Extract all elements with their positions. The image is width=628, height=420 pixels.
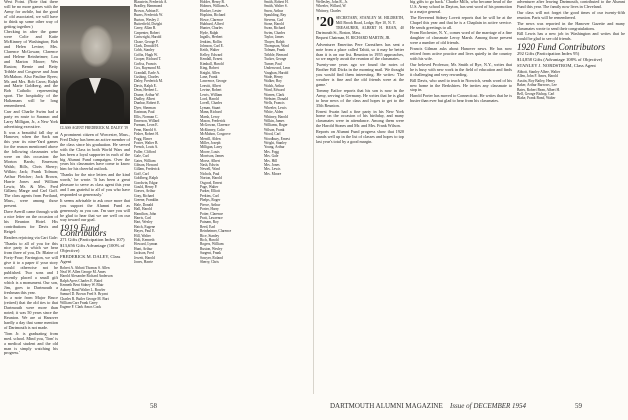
name-entry: Gillam, Frederick	[134, 167, 160, 172]
name-entry: Vaughan, Harold	[264, 70, 289, 75]
fund-1920-objective: $14,858 Gifts (Advantage 108% of Objective)	[517, 57, 603, 63]
name-entry: Miller, Joseph	[200, 141, 221, 145]
name-entry: Putnam, Roy	[200, 220, 219, 225]
paragraph: Ernest Swain had a fine party in his New York home on the occasion of his birthday, and many classmates were in attendance. Among them were the Harold Stones and Mr. and Mrs. Frank Wilson.	[316, 108, 404, 129]
name-entry: Tribble, Bernard	[264, 52, 288, 57]
name-entry: Fisher, Robert H.	[134, 132, 159, 137]
name-entry: Samuel D. Brown Fred S. Bryant	[60, 292, 108, 297]
name-entry: Ward, Edward	[264, 88, 285, 93]
name-entry: Goldberg, Ralph	[134, 176, 158, 181]
name-entry: Jenkins, Rollin	[200, 39, 222, 44]
name-entry: Wright, Stanley	[264, 141, 287, 145]
name-entry: Ruston, Wesley	[200, 246, 223, 251]
name-entry: Howard, Lyman	[134, 242, 158, 247]
name-entry: Keith, Walter	[200, 48, 220, 53]
name-entry: Merrill, Alden	[200, 136, 221, 141]
name-entry: Farnum, Leon E.	[134, 123, 159, 128]
name-entry: Kelley, Edward	[200, 52, 223, 57]
name-entry: Lord, Harold	[200, 96, 219, 101]
name-entry: Blaustein, Frederick A.	[134, 0, 168, 4]
name-entry: Levine, Robert	[200, 88, 222, 93]
name-entry: Swan, Richard	[264, 26, 286, 31]
name-entry: Emerson, Willard	[134, 118, 160, 123]
name-entry: Hale, Donald	[134, 202, 154, 207]
name-entry: Corliss, Francis	[134, 61, 157, 66]
fund-1919-agent: FREDERICK M. DALEY, Class Agent	[60, 253, 121, 264]
name-entry: Potter, Clarence	[200, 211, 224, 216]
name-entry: Abbott, Stanley Albee, Walter	[517, 69, 561, 74]
name-entry: Hubbard, Alfred	[200, 22, 224, 27]
column-2	[60, 133, 130, 394]
name-entry: Turner, Paul	[264, 61, 282, 66]
fund-1920-agent: STANLEY J. NORDSTROM, Class Agent	[517, 62, 596, 68]
name-entry: Brown, Adrian E.	[134, 8, 160, 13]
name-entry: Chase, George F.	[134, 39, 159, 44]
name-entry: Norton, Harold	[200, 176, 222, 181]
name-entry: Fenn, Harold S.	[134, 127, 157, 132]
name-entry: Pierce, Arthur	[200, 202, 221, 207]
name-entry: Ingalls, Herbert	[200, 35, 223, 40]
name-entry: Underwood, Leon	[264, 66, 291, 71]
paragraph: Readers rejoicing via Cari Gale:	[4, 234, 58, 240]
name-entry: Goff, Carl	[134, 171, 149, 176]
name-entry: Sargent, Frank	[200, 251, 222, 256]
name-entry: Wells, Francis	[264, 101, 285, 106]
name-entry: Marsh, Leroy	[200, 114, 220, 119]
name-entry: Kendall, Ernest	[200, 57, 223, 62]
name-entry: Parker, Elliott	[200, 189, 221, 194]
name-entry: Wellesley, John R., Jr.	[316, 0, 348, 4]
name-entry: Hill, Walter	[134, 233, 151, 238]
name-entry: Hopkins, Richard	[200, 13, 226, 18]
left-page-number: 58	[150, 402, 157, 410]
name-entry: Tolman, Frank	[264, 48, 286, 53]
name-entry: Wilson, Frank	[264, 127, 285, 132]
name-entry: Charles R. Butler George M. Burt	[60, 296, 109, 301]
name-entry: Foster, Walter B.	[134, 141, 159, 145]
name-entry: Dyer, Sherman	[134, 105, 156, 110]
name-entry: Holmes, William A.	[200, 4, 229, 9]
name-entry: Hunt, Arthur	[134, 246, 153, 251]
name-entry: Wood, Carl	[264, 132, 281, 137]
name-entry: Ellis, Norman C.	[134, 114, 159, 119]
name-entry: Milligan, Larry	[200, 145, 223, 150]
paragraph: Francis Gilman asks about Hanover news. He has now retired from active practice and lives quietly in the country with his wife.	[410, 46, 512, 61]
name-entry: Leavitt, Albert	[200, 83, 221, 88]
photo-caption: CLASS AGENT FREDERICK M. DALEY '19	[60, 126, 128, 130]
name-entry: Lewis, William	[200, 92, 223, 97]
fund-1919-names	[60, 266, 130, 310]
paragraph: In a note from Major Bruce (retired) that the old ties to that Dartmouth were more than noted; it was 50 years since the Reunion. We are at Hanover hardly a day that some mention of Dartmouth is not made.	[4, 295, 58, 330]
name-entry: Dunbar, Robert E.	[134, 101, 161, 106]
name-entry: Gould, Henry P.	[134, 185, 158, 190]
name-entry: Thayer, Ralph	[264, 39, 285, 44]
name-entry: Perkins, Carl	[200, 193, 219, 198]
right-page-number: 59	[575, 402, 582, 410]
name-entry: Reed, Earl	[200, 224, 216, 229]
name-entry: Hunter, Charles	[200, 26, 223, 31]
name-entry: Knight, Allen	[200, 70, 220, 75]
name-entry: Jackson, Fred	[134, 251, 154, 256]
name-entry: Phelps, Roger	[200, 198, 221, 203]
fund-1919-gifts: 271 Gifts (Participation Index 107)	[60, 237, 125, 243]
name-entry: McMahon, Cosgrove	[200, 132, 231, 137]
paragraph: Twenty-one years ago we found the notes of Brother Bill Dicks in the morning mail. We thought you would find them interesting. He writes: 'The weather is fine and the old friends were at the game.'	[316, 62, 404, 87]
name-entry: Walsh, Arthur	[264, 83, 285, 88]
name-entry: Swim, Charles	[264, 30, 286, 35]
name-entry: Allen, John F. Ames, Harold	[517, 74, 558, 79]
name-entry: Harold Alexander Richard Anderson	[60, 274, 113, 279]
name-entry: Smith, Robert H.	[264, 0, 289, 4]
paragraph: Dave Averill came through with a nice letter on the occasion of his Reunion Hotel. His contributions for Davis and Reigel:	[4, 209, 58, 234]
name-entry: Howe, Clarence	[200, 17, 224, 22]
name-entry: Holder, Henry B.	[200, 0, 225, 4]
fund-contributors-1919-title: 1919 Fund Contributors	[60, 223, 107, 239]
name-entry: Whitney, Harold	[264, 114, 288, 119]
name-entry: Morse, Albert	[200, 158, 220, 163]
name-entry: Coffin, Hugh W.	[134, 52, 158, 57]
name-entry: Wheeler, Willard, W.	[316, 4, 347, 9]
paragraph: big gifts to go back.' Charlie Mills, who became head of the U.S. Army school in Dayton, has sent word of his promotion to a major general.	[410, 0, 512, 14]
name-entry: Cartwright, Harold	[134, 35, 162, 40]
name-entry: Greene, Franklin	[134, 198, 159, 203]
name-entry: Neal W. Allen George M. Ames	[60, 270, 106, 275]
name-entry: King, Robert	[200, 66, 219, 71]
name-entry: Lane, Frank	[200, 74, 218, 79]
name-entry: Lovell, Charles	[200, 101, 223, 106]
name-entry: Wade, Henry	[264, 74, 283, 79]
name-entry: Carey, Allan B.	[134, 26, 157, 31]
name-entry: Tucker, George	[264, 57, 287, 62]
name-entry: Thompson, Ward	[264, 44, 289, 49]
paragraph: From Rochester, N. Y., comes word of the marriage of a fine daughter of classmate Leroy Marsh. Among those present were a number of old friends.	[410, 30, 512, 46]
name-entry: Nichols, Paul	[200, 171, 220, 176]
paragraph: adventurer after leaving Dartmouth, contributed to the Alumni Fund this year. The family now lives in Cleveland.	[517, 0, 625, 9]
paragraph: Carr and Charlie Swim had a party en route to Saranac and Larry Milligan, Jr., a New York advertising executive.	[4, 108, 58, 129]
name-entry: Hooker, Lester	[200, 8, 222, 13]
name-entry: Burns, Frederick W.	[134, 13, 163, 18]
name-entry: Goodwin, Edgar	[134, 180, 158, 185]
name-list-c	[264, 0, 312, 394]
fund-1920-names	[517, 70, 625, 101]
name-entry: Clark, Donald H.	[134, 44, 159, 49]
paragraph: Adventurer Emeritus Pere Carruthers has sent a note from a place called Tahiti, so it may be better than it is on our list. Reunion in 1955 approaches, so we eagerly await the reunion of the classmates.	[316, 41, 404, 62]
name-entry: Morrison, James	[200, 154, 224, 159]
name-entry: Austin, Roy Bailey, Henry	[517, 78, 556, 83]
name-entry: McKinney, Colie	[200, 127, 225, 132]
name-entry: Gale, Carl	[134, 154, 149, 159]
name-entry: Woodbury, Ernest	[264, 136, 290, 141]
column-4	[316, 0, 404, 394]
name-entry: Hatch, Eugene	[134, 224, 156, 229]
column-1	[4, 0, 58, 394]
paragraph: Bill Davis, who used to teach in Norwich, sends word of his new home in the Berkshires. He invites any classmate to stop in.	[410, 77, 512, 93]
name-entry: Mrs. Jones	[264, 163, 280, 168]
name-entry: Gibson, Howard	[134, 163, 158, 168]
name-entry: Hyde, Ralph	[200, 30, 219, 35]
name-entry: Porter, Harry	[200, 207, 219, 212]
paragraph: Tommy Eatlov reports that his son is now in the Army, serving in Germany. He writes that he is glad to hear news of the class and hopes to get to the 35th Reunion.	[316, 87, 404, 108]
name-entry: Walker, Roy	[264, 79, 282, 84]
name-entry: Daley, Frederick M.	[134, 79, 163, 84]
name-entry: Lyman, Stuart	[200, 105, 221, 110]
name-entry: Mann, Richard	[200, 110, 222, 115]
name-entry: Osgood, Ernest	[200, 180, 223, 185]
name-entry: Hamilton, John	[134, 211, 157, 216]
name-entry: Bell, George Bishop, Carl	[517, 91, 555, 96]
name-entry: Cushing, Charles	[134, 74, 159, 79]
paragraph: The Reverend Sidney Lovett reports that he will be at the Chapel this year and that he is a Chaplain in active service. He sends greetings to all.	[410, 14, 512, 30]
paragraph: The news was reported in the Hanover Gazette and many classmates wrote to send their congratulations.	[517, 20, 625, 31]
fund-1919-objective: $13,656 Gifts Advantage (100% of Objective)	[60, 243, 125, 253]
name-entry: Cooper, Richard T.	[134, 57, 162, 62]
name-entry: Mrs. Hill	[264, 158, 278, 163]
name-entry: Stevens, Carl	[264, 17, 284, 22]
name-entry: Baker, Arthur Barrows, Lee	[517, 83, 557, 88]
name-entry: Bates, Robert Bean, Albert H.	[517, 87, 561, 92]
name-entry: Doane, Arthur W.	[134, 92, 160, 97]
name-entry: Dudley, Albert	[134, 96, 156, 101]
name-list-a	[134, 0, 196, 394]
class-agent-photo	[60, 6, 130, 124]
paragraph: A prominent citizen of Worcester, Mass., Fred Daley has been an active member of the class since his graduation. He served with the Class in both World Wars and has been a loyal supporter in each of the big Alumni Fund campaigns. Over the years his classmates have come to know him for his cheerful outlook.	[60, 133, 130, 172]
name-entry: Gates, William	[134, 158, 156, 163]
name-entry: Cox, Raymond M.	[134, 66, 161, 71]
name-entry: Mrs. Fogg	[264, 149, 279, 154]
name-entry: Page, Walter	[200, 185, 219, 190]
name-entry: Dean, Herbert L.	[134, 88, 159, 93]
name-entry: Hall, Harold	[134, 207, 152, 212]
name-entry: Ralph Ayers Charles E. Baird	[60, 278, 103, 283]
name-entry: Mrs. Moore	[264, 171, 282, 176]
paragraph: West Point. (Note that there will be no more games with the Army for awhile, but the good ol' old associated, we will have to think up some other way of getting together.)	[4, 0, 58, 29]
name-entry: Taylor, James	[264, 35, 284, 40]
name-entry: Whitney, Charles	[316, 8, 341, 13]
name-entry: Lawrence, George	[200, 79, 227, 84]
name-entry: Mrs. Gale	[264, 154, 279, 159]
name-entry: Snow, Arthur	[264, 8, 284, 13]
paragraph: 'Tom Jr. is graduating from med. school. Mind you, 'Tom' is a medical student and the old man is simply watching his progress.'	[4, 330, 58, 356]
name-entry: Smith, Walter S.	[264, 4, 288, 9]
name-entry: Graves, Arthur	[134, 189, 156, 194]
magazine-title: DARTMOUTH ALUMNI MAGAZINE	[330, 402, 443, 410]
name-entry: Cobb, Stanley	[134, 48, 155, 53]
class-treasurer: TREASURER, ALBERT H. BEAN, 40 Dartmouth St., Boston, Mass.	[316, 26, 404, 35]
paragraph: Harold Porter has moved to Connecticut. He writes that he is busier than ever but glad to hear from his classmates.	[410, 93, 512, 104]
name-entry: Robert A. Abbott Thomas S. Allen	[60, 265, 110, 270]
name-entry: Harris, Carl	[134, 215, 151, 220]
name-entry: Johnson, Carl E.	[200, 44, 224, 49]
name-entry: Gray, Richard	[134, 193, 155, 198]
name-entry: Pratt, Lawrence	[200, 215, 223, 220]
name-entry: Fuller, Clifford	[134, 149, 156, 154]
name-list-b	[200, 0, 262, 394]
class-year-heading: '20	[316, 15, 334, 31]
name-entry: Blake, Frank Bond, Walter	[517, 96, 556, 101]
class-secretary: SECRETARY, STANLEY M. HILDRETH, Mill Brook Road, Lodge, Rye 10, N. Y.	[335, 16, 404, 26]
name-entry: Sherry, Chris	[200, 259, 219, 264]
name-entry: Reinheimer, Clarence	[200, 229, 232, 234]
name-entry: McGowan, Clarence	[200, 123, 230, 128]
name-entry: Jewett, Harold	[134, 255, 155, 260]
name-entry: Bradley, Hammond	[134, 4, 163, 9]
fund-contributors-1920-title: 1920 Fund Contributors	[517, 42, 606, 53]
name-entry: Rich, Harold	[200, 237, 219, 242]
column-5	[410, 0, 512, 394]
name-entry: Moore, Louis	[200, 149, 220, 154]
name-entry: Butterfield, Dwight	[134, 22, 163, 27]
name-entry: Eastman, Paul	[134, 110, 155, 115]
name-entry: Spaulding, Ray	[264, 13, 287, 18]
paragraph: Our class will not forget the good times of our twenty-fifth reunion. Paris will be remembered.	[517, 9, 625, 20]
page-gutter	[313, 0, 314, 394]
name-entry: Burton, Wesley J.	[134, 17, 160, 22]
paragraph: Checking in after the game were Colie and Katie McKinney of Washington; Bob and Helen Levine; Mrs. Clarence McGowan; Clarence and Helene Reinheimer; Lou and Marion Moore; Wes Ruston; Bernie and Betty Tribble and Cosgrove and Joan McMahon. Also Pauline Ryers; Mr. and Mrs. Bob Caros; Ralph and Marie Goldberg, and the Bob Catholic representing sport. The hospitality of the Haltzmans will be long remembered.	[4, 29, 58, 109]
issue-date: Issue of DECEMBER 1954	[450, 402, 527, 410]
name-entry: Wheeler, Lewis	[264, 105, 287, 110]
paragraph: It was a beautiful fall day at Hanover, when the Sack ran this year its nine-Yard games for the reason mentioned above the following classmates who were on this occasion: the Morton Bards; Emerson; Walsh; Bills, Chris Sherry; Wilkin; Jack; Frank Tolman; Arthur Fletcher; Jack Brown, Harrie Jones and William Lewis; Mr. & Mrs. Fred Gillam; Marge and Carl Goff. The class agents from Portland, Mass., were among those present.	[4, 129, 58, 209]
name-entry: Rogers, William	[200, 242, 224, 247]
paragraph: Bill Lewis has a new job in Washington and writes that he would be glad to see old friends.	[517, 31, 625, 42]
name-entry: Wilkin, James	[264, 118, 285, 123]
name-entry: Eugene F. Clark Amos Cook	[60, 305, 102, 310]
name-entry: Warren, Clark	[264, 92, 285, 97]
fund-1920-gifts: 292 Gifts (Participation Index 95)	[517, 51, 580, 57]
name-entry: Aubrey Bond Walter L. Bowler	[60, 287, 106, 292]
page-footer	[0, 398, 628, 416]
name-entry: Hart, Wesley	[134, 220, 153, 225]
name-entry: Rice, Stanley	[200, 233, 220, 238]
name-entry: Webster, Donald	[264, 96, 288, 101]
paragraph: 'Thanks for the nice letters and the kind words,' he wrote. 'It has been a great pleasure to serve as class agent this year and I am grateful to all of you who have responded so generously.'	[60, 172, 130, 197]
column-6	[517, 0, 625, 394]
name-entry: Stone, Harold	[264, 22, 284, 27]
paragraph: It seems advisable to ask once more that you support the Alumni Fund as generously as you can. I'm sure you will be glad to hear that we are well on our way toward our goal.	[60, 197, 130, 223]
name-entry: Kimball, Harold	[200, 61, 224, 66]
name-entry: William Carr Frank Carey	[60, 300, 98, 305]
bequest-chairman: Bequest Chairman, H. RICHARD MARTIN, JR.	[316, 35, 391, 40]
name-entry: Davis, Ralph E.	[134, 83, 157, 88]
name-entry: Kenneth Bent Sidney W. Blair	[60, 283, 104, 288]
name-entry: White, Alden	[264, 110, 284, 115]
name-entry: Nash, Edwin	[200, 163, 219, 168]
name-entry: Young, Arthur	[264, 145, 285, 150]
name-entry: Jones, Harrie	[134, 259, 153, 264]
paragraph: Our beloved Professor, Mr. Smith of Rye, N.Y., writes that he is busy with new work in the field of education and finds it challenging and very rewarding.	[410, 61, 512, 77]
name-entry: Carpenter, Robert	[134, 30, 160, 35]
name-entry: Mrs. Lewis	[264, 167, 281, 172]
name-entry: Holt, Kenneth	[134, 237, 155, 242]
name-entry: Crandall, Earle A.	[134, 70, 160, 75]
name-entry: Mason, Frederick	[200, 118, 226, 123]
name-entry: Sawyer, Roland	[200, 255, 223, 260]
name-entry: Fogg, Elmer	[134, 136, 152, 141]
name-entry: Williams, Roger	[264, 123, 288, 128]
name-entry: Newell, Ward	[200, 167, 220, 172]
paragraph: 'Thanks to all of you for this nice party in which we hear from three of you, Dr. Blaine of Forty-Four; Farrington, we will give it to a paper if your story would otherwise not be published. Two sons and I recently placed a small gift which is a monument. Our son, Jim, goes to Dartmouth a freshman this year.	[4, 240, 58, 295]
paragraph: Reports on Alumni Fund progress show that 1920 stands well up in the list of classes and hopes to top last year's total by a good margin.	[316, 129, 404, 144]
name-entry: French, Louis A.	[134, 145, 159, 150]
name-entry: Hayes, Paul E.	[134, 229, 156, 234]
